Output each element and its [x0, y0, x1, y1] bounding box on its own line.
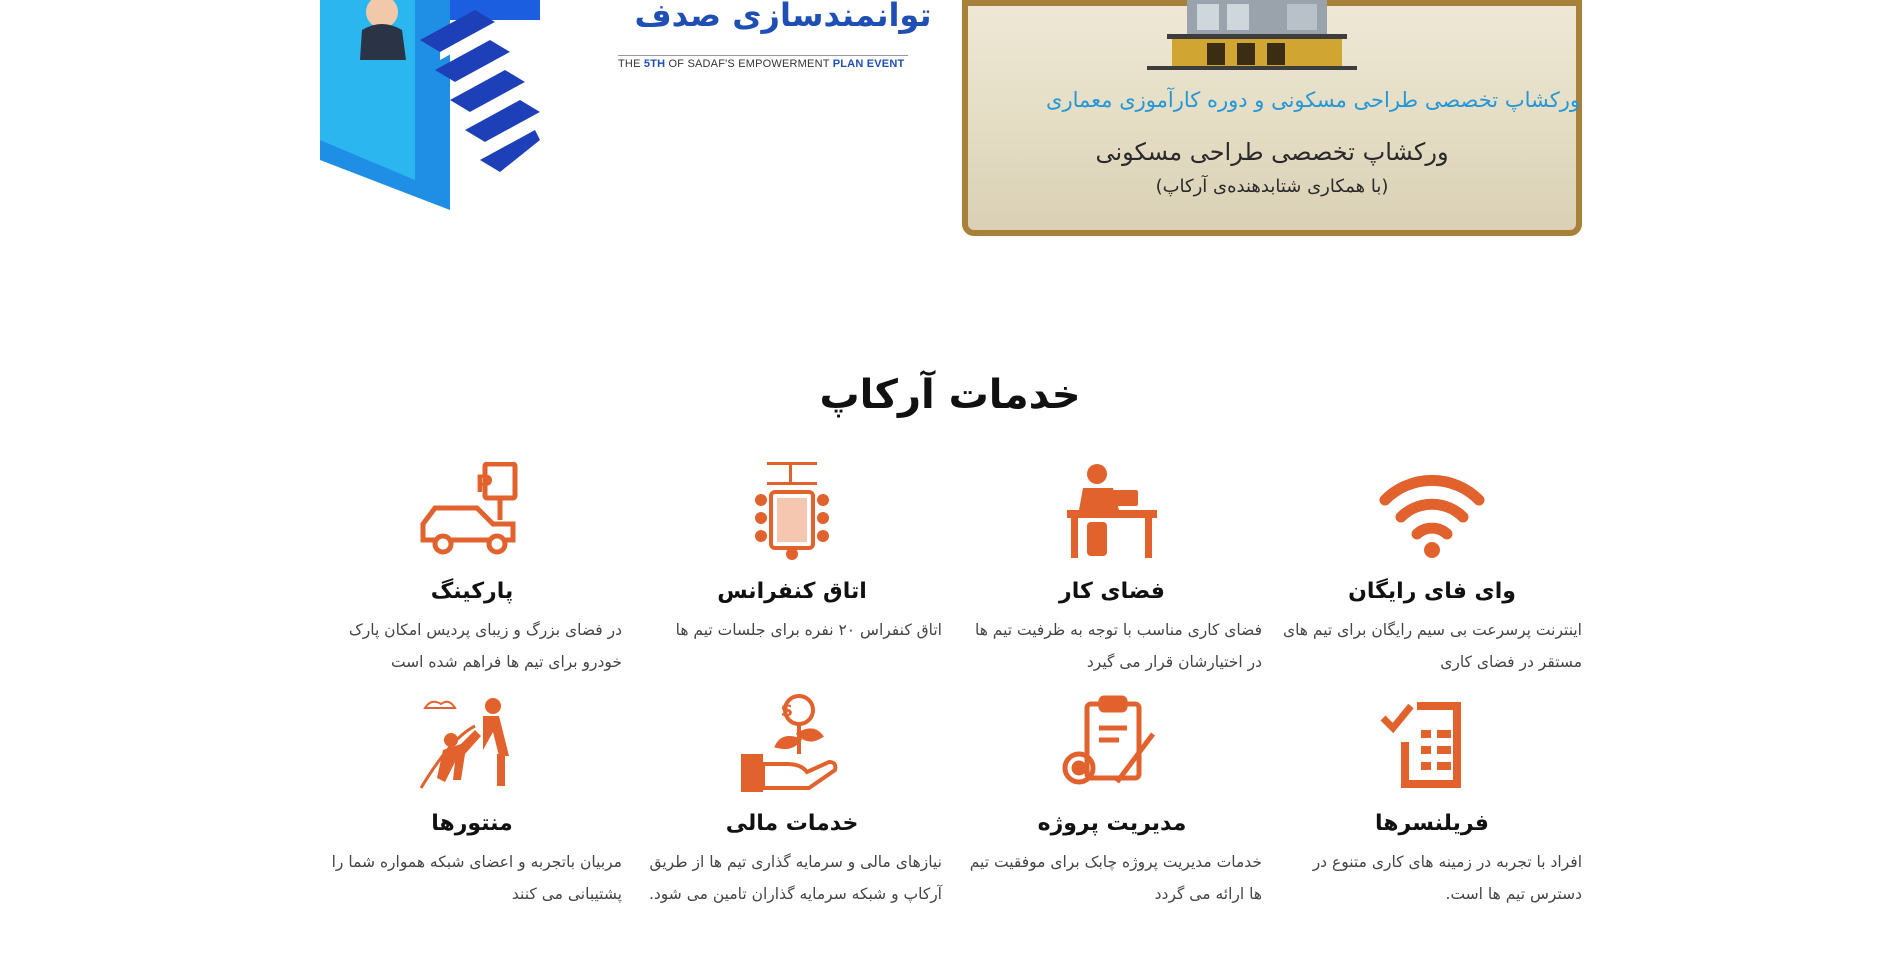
service-card-financial — [642, 694, 942, 910]
workshop-banner-title: ورکشاپ تخصصی طراحی مسکونی — [1095, 138, 1449, 166]
financial-services-icon — [737, 694, 847, 794]
workshop-caption-link[interactable]: ورکشاپ تخصصی طراحی مسکونی و دوره کارآموزی معماری — [1046, 88, 1580, 112]
service-description: در فضای بزرگ و زیبای پردیس امکان پارک خودرو برای تیم ها فراهم شده است — [348, 621, 622, 671]
sadaf-banner-subtitle: THE 5TH OF SADAF'S EMPOWERMENT PLAN EVENT — [618, 55, 908, 70]
service-card-project-management — [962, 694, 1262, 910]
sadaf-banner-title: توانمندسازی صدف — [634, 0, 932, 34]
service-description: مربیان باتجربه و اعضای شبکه همواره شما را پشتیبانی می کنند — [331, 853, 622, 903]
mentor-helping-icon — [417, 694, 527, 794]
workshop-banner-subtitle: (با همکاری شتابدهنده‌ی آرکاپ) — [1155, 176, 1389, 197]
parking-car-icon — [417, 462, 527, 562]
building-illustration — [1147, 0, 1357, 70]
sadaf-bootcamp-banner[interactable] — [320, 0, 940, 210]
service-name: اتاق کنفرانس — [717, 579, 867, 604]
project-management-icon — [1057, 694, 1167, 794]
service-description: نیازهای مالی و سرمایه گذاری تیم ها از طریق آرکاپ و شبکه سرمایه گذاران تامین می شود. — [648, 853, 942, 903]
service-card-conference — [642, 462, 942, 646]
freelancer-checklist-icon — [1377, 694, 1487, 794]
desk-workspace-icon — [1057, 462, 1167, 562]
service-card-workspace — [962, 462, 1262, 678]
wifi-icon — [1377, 462, 1487, 562]
service-name: وای فای رایگان — [1348, 579, 1516, 604]
service-name: مدیریت پروژه — [1037, 811, 1187, 836]
service-name: پارکینگ — [430, 579, 514, 604]
service-description: اینترنت پرسرعت بی سیم رایگان برای تیم های مستقر در فضای کاری — [1282, 621, 1582, 671]
svg-text:$: $ — [780, 700, 793, 721]
service-name: فریلنسرها — [1375, 811, 1489, 836]
service-description: اتاق کنفراس ۲۰ نفره برای جلسات تیم ها — [675, 621, 942, 639]
service-name: منتورها — [431, 811, 513, 836]
service-description: خدمات مدیریت پروژه چابک برای موفقیت تیم ها ارائه می گردد — [969, 853, 1262, 903]
service-card-parking — [322, 462, 622, 678]
stairs-illustration — [320, 0, 540, 210]
service-description: افراد با تجربه در زمینه های کاری متنوع در دسترس تیم ها است. — [1312, 853, 1582, 903]
workshop-banner[interactable] — [962, 0, 1582, 236]
service-description: فضای کاری مناسب با توجه به ظرفیت تیم ها در اختیارشان قرار می گیرد — [974, 621, 1262, 671]
services-section-title: خدمات آرکاپ — [819, 372, 1081, 418]
service-card-mentors — [322, 694, 622, 910]
conference-room-icon — [737, 462, 847, 562]
service-card-freelancers — [1282, 694, 1582, 910]
svg-text:P: P — [475, 470, 493, 498]
service-name: فضای کار — [1059, 579, 1165, 604]
service-card-wifi — [1282, 462, 1582, 678]
service-name: خدمات مالی — [725, 811, 859, 836]
